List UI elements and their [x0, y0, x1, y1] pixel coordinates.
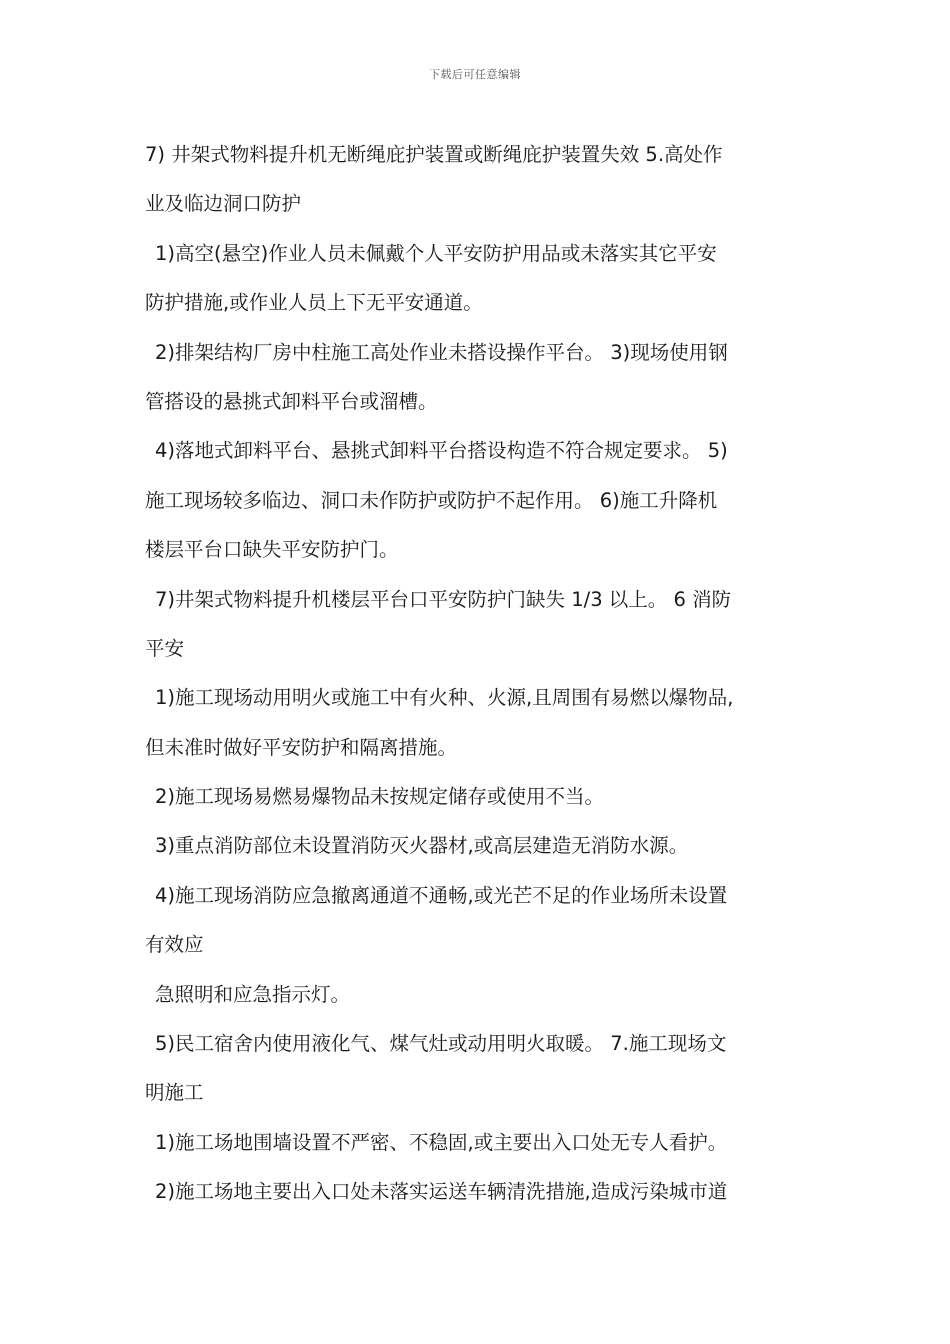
- text-line: 平安: [145, 636, 185, 660]
- page-header: 下载后可任意编辑: [429, 68, 521, 81]
- text-line: 业及临边洞口防护: [145, 192, 302, 216]
- text-line: 3)重点消防部位未设置消防灭火器材,或高层建造无消防水源。: [155, 834, 689, 858]
- text-line: 7) 井架式物料提升机无断绳庇护装置或断绳庇护装置失效 5.高处作: [145, 143, 723, 166]
- text-line: 急照明和应急指示灯。: [155, 982, 351, 1006]
- text-line: 2)排架结构厂房中柱施工高处作业未搭设操作平台。 3)现场使用钢: [155, 340, 728, 364]
- text-line: 2)施工现场易燃易爆物品未按规定储存或使用不当。: [155, 785, 605, 809]
- text-line: 1)施工场地围墙设置不严密、不稳固,或主要出入口处无专人看护。: [155, 1130, 728, 1154]
- document-body: [145, 130, 813, 1217]
- text-line: 明施工: [145, 1081, 204, 1105]
- text-line: 4)落地式卸料平台、悬挑式卸料平台搭设构造不符合规定要求。 5): [155, 439, 728, 463]
- text-line: 施工现场较多临边、洞口未作防护或防护不起作用。 6)施工升降机: [145, 488, 718, 512]
- text-line: 防护措施,或作业人员上下无平安通道。: [145, 291, 483, 315]
- text-line: 但未准时做好平安防护和隔离措施。: [145, 735, 458, 759]
- text-line: 7)井架式物料提升机楼层平台口平安防护门缺失 1/3 以上。 6 消防: [155, 587, 732, 611]
- text-line: 1)施工现场动用明火或施工中有火种、火源,且周围有易燃以爆物品,: [155, 686, 734, 710]
- text-line: 1)高空(悬空)作业人员未佩戴个人平安防护用品或未落实其它平安: [155, 241, 717, 265]
- text-line: 楼层平台口缺失平安防护门。: [145, 538, 399, 562]
- text-line: 有效应: [145, 933, 204, 957]
- text-line: 5)民工宿舍内使用液化气、煤气灶或动用明火取暖。 7.施工现场文: [155, 1032, 727, 1056]
- text-line: 管搭设的悬挑式卸料平台或溜槽。: [145, 389, 438, 413]
- text-line: 4)施工现场消防应急撤离通道不通畅,或光芒不足的作业场所未设置: [155, 883, 728, 907]
- text-line: 2)施工场地主要出入口处未落实运送车辆清洗措施,造成污染城市道: [155, 1180, 728, 1204]
